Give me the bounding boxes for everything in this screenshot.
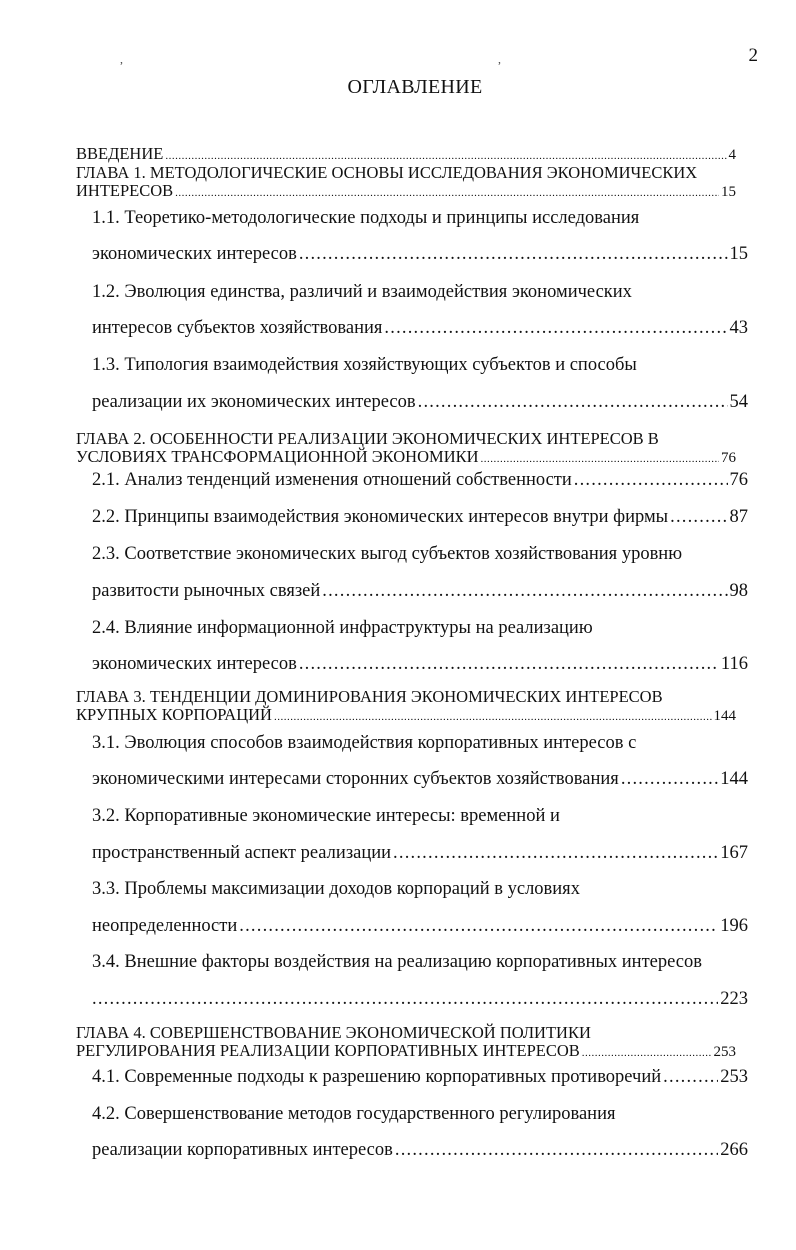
toc-chapter-title-cont: УСЛОВИЯХ ТРАНСФОРМАЦИОННОЙ ЭКОНОМИКИ (76, 447, 479, 466)
dot-leader (395, 1140, 718, 1161)
toc-section-title-cont: интересов субъектов хозяйствования (92, 318, 383, 338)
toc-section-title: 1.3. Типология взаимодействия хозяйствующих субъектов и способы (92, 355, 637, 375)
toc-section-2-2[interactable] (92, 507, 748, 528)
page-number: 2 (748, 45, 758, 66)
toc-chapter-intro[interactable] (76, 145, 736, 165)
toc-section-title: 3.1. Эволюция способов взаимодействия корпоративных интересов с (92, 733, 637, 753)
toc-chapter-3[interactable] (76, 688, 736, 726)
toc-section-3-1-cont[interactable] (92, 769, 748, 790)
dot-leader (92, 989, 718, 1010)
toc-section-title: 2.1. Анализ тенденций изменения отношений собственности (92, 470, 572, 490)
toc-section-title: 2.2. Принципы взаимодействия экономических интересов внутри фирмы (92, 507, 669, 527)
toc-page-number: 253 (713, 1044, 736, 1060)
toc-section-4-2[interactable] (92, 1104, 615, 1125)
toc-page-number: 4 (728, 147, 736, 163)
toc-page-number: 144 (713, 708, 736, 724)
toc-section-4-1[interactable] (92, 1067, 748, 1088)
toc-page-number: 43 (729, 318, 748, 338)
toc-section-title-cont: неопределенности (92, 916, 238, 936)
toc-section-title-cont: реализации корпоративных интересов (92, 1140, 393, 1160)
dot-leader (322, 581, 727, 602)
toc-chapter-title: ГЛАВА 3. ТЕНДЕНЦИИ ДОМИНИРОВАНИЯ ЭКОНОМИЧЕСКИХ ИНТЕРЕСОВ (76, 687, 663, 706)
toc-page-number: 15 (729, 244, 748, 264)
toc-section-2-4[interactable] (92, 618, 593, 639)
toc-section-1-2[interactable] (92, 282, 632, 303)
dot-leader (239, 916, 718, 937)
toc-section-title-cont: пространственный аспект реализации (92, 843, 392, 863)
toc-section-title-cont: реализации их экономических интересов (92, 392, 416, 412)
toc-page-number: 116 (720, 654, 748, 674)
toc-page-number: 87 (729, 507, 748, 527)
toc-chapter-title: ВВЕДЕНИЕ (76, 144, 164, 163)
dot-leader (384, 318, 727, 339)
toc-page-number: 223 (720, 989, 748, 1009)
dot-leader (621, 769, 718, 790)
toc-section-1-2-cont[interactable] (92, 318, 748, 339)
toc-chapter-title: ГЛАВА 4. СОВЕРШЕНСТВОВАНИЕ ЭКОНОМИЧЕСКОЙ ПОЛИТИКИ (76, 1023, 591, 1042)
toc-section-title: 3.2. Корпоративные экономические интересы: временной и (92, 806, 560, 826)
scan-speck: , (498, 52, 501, 66)
toc-section-3-2[interactable] (92, 806, 560, 827)
toc-page-number: 76 (729, 470, 748, 490)
dot-leader (175, 184, 719, 202)
toc-section-2-4-cont[interactable] (92, 654, 748, 675)
toc-page-number: 266 (720, 1140, 748, 1160)
toc-section-title: 3.3. Проблемы максимизации доходов корпораций в условиях (92, 879, 580, 899)
dot-leader (418, 392, 728, 413)
toc-section-1-1[interactable] (92, 208, 639, 229)
toc-section-title-cont: экономическими интересами сторонних субъектов хозяйствования (92, 769, 619, 789)
toc-section-title: 3.4. Внешние факторы воздействия на реализацию корпоративных интересов (92, 952, 702, 972)
dot-leader (481, 450, 719, 468)
toc-chapter-4[interactable] (76, 1024, 736, 1062)
toc-section-title: 1.2. Эволюция единства, различий и взаимодействия экономических (92, 282, 632, 302)
toc-page-number: 196 (720, 916, 748, 936)
toc-section-3-3[interactable] (92, 879, 580, 900)
toc-page-number: 76 (721, 450, 736, 466)
dot-leader (582, 1044, 712, 1062)
toc-section-title-cont: экономических интересов (92, 244, 297, 264)
dot-leader (299, 654, 719, 675)
toc-section-2-1[interactable] (92, 470, 748, 491)
toc-page-number: 15 (721, 184, 736, 200)
toc-chapter-1[interactable] (76, 164, 736, 202)
page-title: ОГЛАВЛЕНИЕ (347, 76, 483, 98)
toc-chapter-title-cont: ИНТЕРЕСОВ (76, 181, 174, 200)
toc-page-number: 253 (720, 1067, 748, 1087)
toc-section-3-1[interactable] (92, 733, 636, 754)
dot-leader (299, 244, 728, 265)
toc-section-title: 2.3. Соответствие экономических выгод субъектов хозяйствования уровню (92, 544, 683, 564)
toc-page-number: 144 (720, 769, 748, 789)
toc-section-2-3-cont[interactable] (92, 581, 748, 602)
toc-section-3-3-cont[interactable] (92, 916, 748, 937)
toc-section-title: 1.1. Теоретико-методологические подходы и принципы исследования (92, 208, 640, 228)
dot-leader (670, 507, 727, 528)
toc-section-4-2-cont[interactable] (92, 1140, 748, 1161)
dot-leader (663, 1067, 718, 1088)
toc-page-number: 98 (729, 581, 748, 601)
scan-speck: , (120, 52, 123, 66)
toc-section-3-4[interactable] (92, 952, 702, 973)
toc-section-title-cont: развитости рыночных связей (92, 581, 321, 601)
toc-chapter-title-cont: КРУПНЫХ КОРПОРАЦИЙ (76, 705, 272, 724)
toc-section-2-3[interactable] (92, 544, 682, 565)
toc-section-1-3[interactable] (92, 355, 637, 376)
toc-chapter-title-cont: РЕГУЛИРОВАНИЯ РЕАЛИЗАЦИИ КОРПОРАТИВНЫХ ИНТЕРЕСОВ (76, 1041, 580, 1060)
toc-section-3-4-cont[interactable] (92, 989, 748, 1010)
toc-section-1-1-cont[interactable] (92, 244, 748, 265)
toc-section-title: 4.2. Совершенствование методов государственного регулирования (92, 1104, 616, 1124)
toc-chapter-2[interactable] (76, 430, 736, 468)
dot-leader (274, 708, 712, 726)
toc-page-number: 167 (720, 843, 748, 863)
toc-section-3-2-cont[interactable] (92, 843, 748, 864)
toc-section-title-cont: экономических интересов (92, 654, 297, 674)
toc-section-1-3-cont[interactable] (92, 392, 748, 413)
toc-section-title: 4.1. Современные подходы к разрешению корпоративных противоречий (92, 1067, 662, 1087)
toc-chapter-title: ГЛАВА 1. МЕТОДОЛОГИЧЕСКИЕ ОСНОВЫ ИССЛЕДОВАНИЯ ЭКОНОМИЧЕСКИХ (76, 163, 698, 182)
dot-leader (574, 470, 728, 491)
toc-page-number: 54 (729, 392, 748, 412)
toc-chapter-title: ГЛАВА 2. ОСОБЕННОСТИ РЕАЛИЗАЦИИ ЭКОНОМИЧЕСКИХ ИНТЕРЕСОВ В (76, 429, 659, 448)
toc-section-title: 2.4. Влияние информационной инфраструктуры на реализацию (92, 618, 593, 638)
dot-leader (393, 843, 718, 864)
